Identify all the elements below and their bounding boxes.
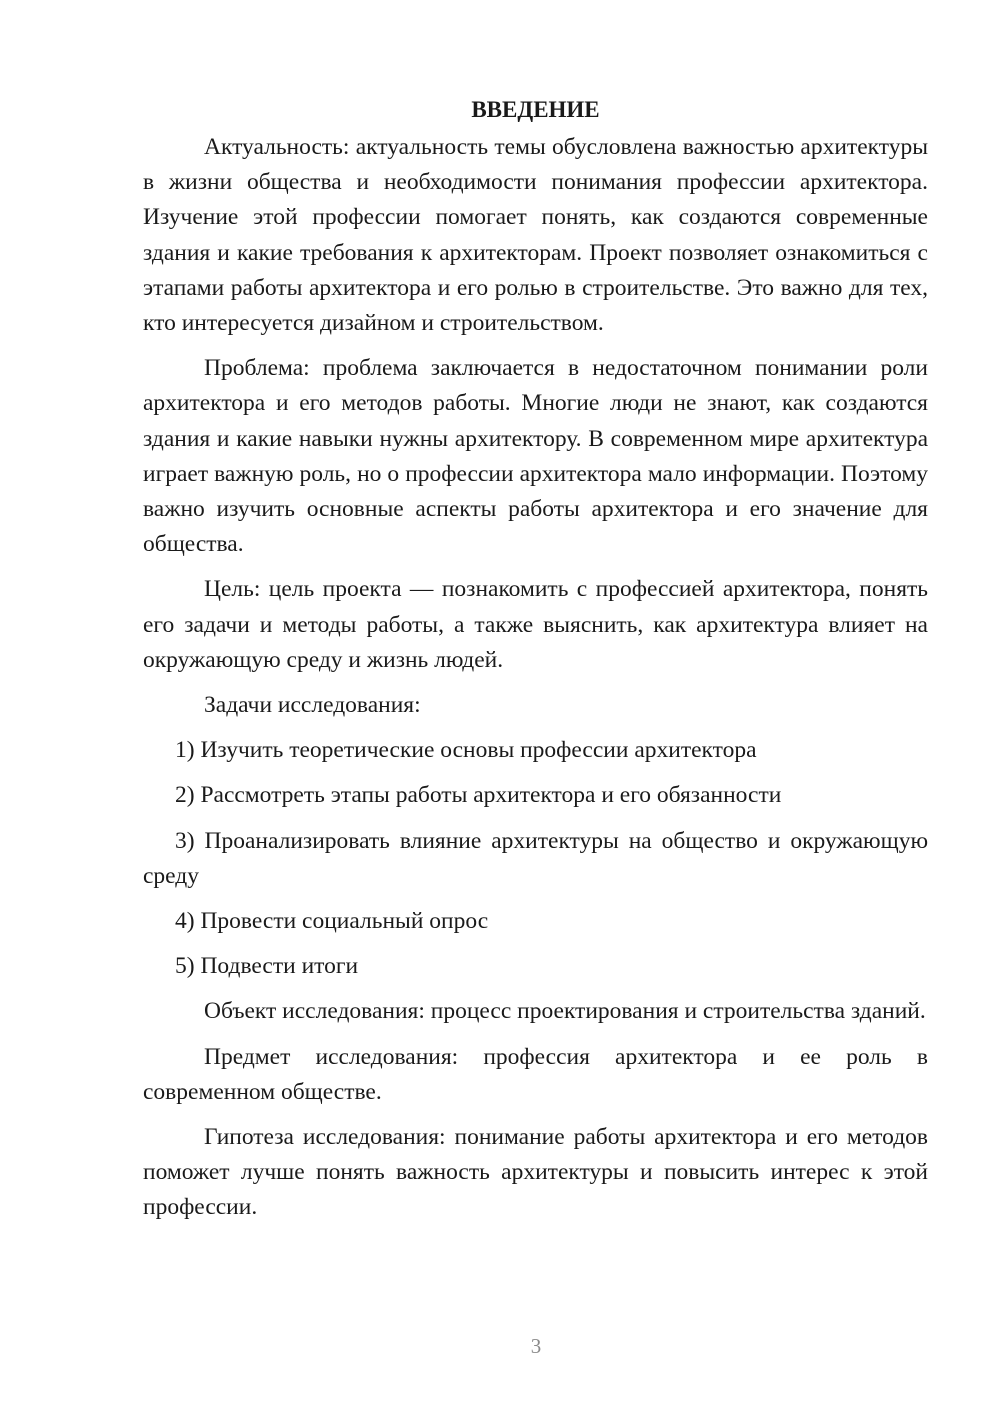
paragraph-problem: Проблема: проблема заключается в недостаточном понимании роли архитектора и его методов работы. Многие люди не знают, как создаются здания и какие навыки нужны архитектору. В современном мире архитектура играет важную роль, но о профессии архитектора мало информации. Поэтому важно изучить основные аспекты работы архитектора и его значение для общества. bbox=[143, 355, 928, 558]
paragraph-hypothesis: Гипотеза исследования: понимание работы архитектора и его методов поможет лучше понять важность архитектуры и повысить интерес к этой профессии. bbox=[143, 1124, 928, 1221]
page-title: ВВЕДЕНИЕ bbox=[471, 97, 600, 122]
task-item-4: 4) Провести социальный опрос bbox=[175, 908, 489, 935]
paragraph-goal: Цель: цель проекта — познакомить с профессией архитектора, понять его задачи и методы работы, а также выяснить, как архитектура влияет на окружающую среду и жизнь людей. bbox=[143, 576, 928, 673]
paragraph-relevance: Актуальность: актуальность темы обусловлена важностью архитектуры в жизни общества и необходимости понимания профессии архитектора. Изучение этой профессии помогает понять, как создаются современные здания и какие требования к архитекторам. Проект позволяет ознакомиться с этапами работы архитектора и его ролью в строительстве. Это важно для тех, кто интересуется дизайном и строительством. bbox=[143, 134, 928, 337]
paragraph-subject: Предмет исследования: профессия архитектора и ее роль в современном обществе. bbox=[143, 1043, 928, 1105]
task-item-5: 5) Подвести итоги bbox=[175, 953, 359, 980]
page-number: 3 bbox=[530, 1334, 542, 1358]
task-item-3: 3) Проанализировать влияние архитектуры на общество и окружающую среду bbox=[143, 827, 928, 889]
paragraph-object: Объект исследования: процесс проектирования и строительства зданий. bbox=[204, 998, 926, 1025]
page-content bbox=[143, 92, 928, 1236]
tasks-heading: Задачи исследования: bbox=[204, 692, 421, 719]
task-item-1: 1) Изучить теоретические основы профессии архитектора bbox=[175, 737, 757, 764]
task-item-2: 2) Рассмотреть этапы работы архитектора и его обязанности bbox=[175, 782, 782, 809]
